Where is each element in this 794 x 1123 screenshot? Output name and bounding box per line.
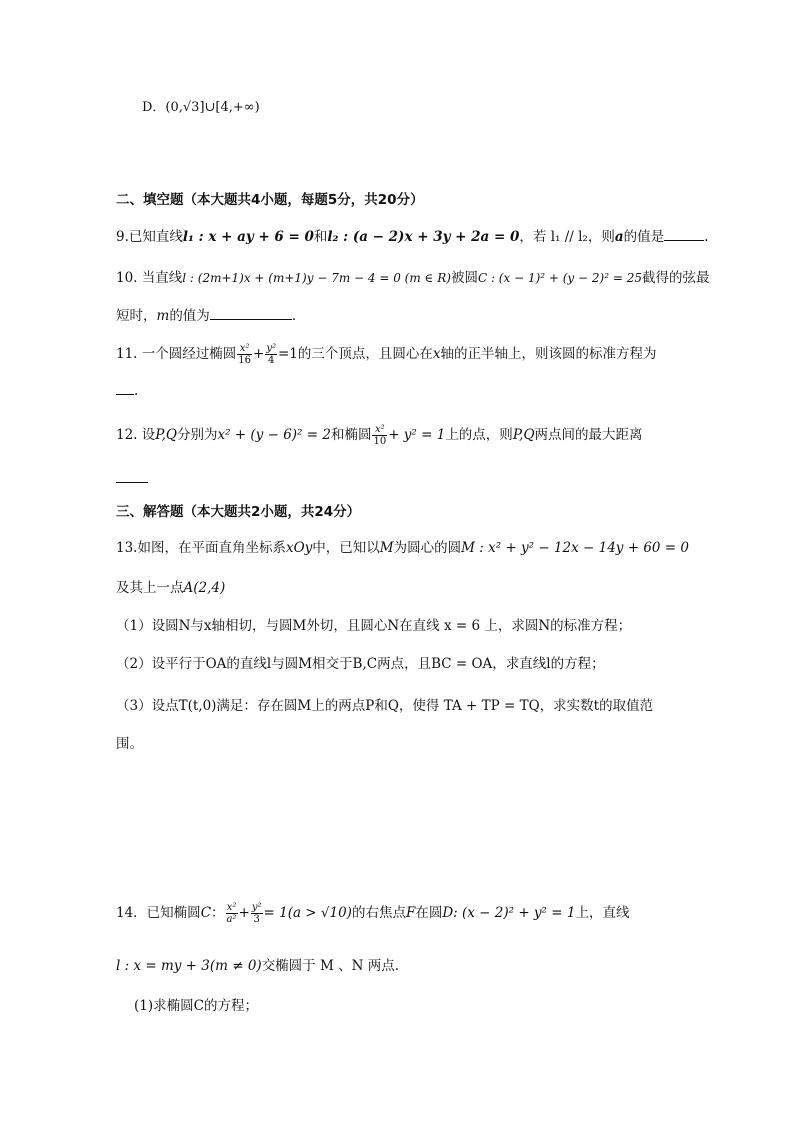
q11-end: . (134, 383, 139, 399)
q13-circle: M : x² + y² − 12x − 14y + 60 = 0 (461, 540, 689, 556)
question-9 (116, 226, 708, 247)
q9-l2: l₂ : (a − 2)x + 3y + 2a = 0 (327, 229, 520, 245)
q12-mid3: 上的点，则 (445, 427, 513, 443)
q14-part-1: (1)求椭圆C的方程； (134, 998, 258, 1014)
q12-frac-num: x² (372, 424, 387, 436)
answer-blank-9[interactable] (664, 226, 704, 241)
q9-cond: ，若 l₁ // l₂，则 (519, 229, 615, 245)
q10-line-eq: l : (2m+1)x + (m+1)y − 7m − 4 = 0 (m ∈ R) (182, 271, 451, 285)
q10-line2-prefix: 短时， (116, 308, 157, 324)
question-14-line-1 (116, 898, 629, 928)
q11-plus: + (253, 346, 265, 362)
q13-part-3-line-2: 围。 (116, 736, 143, 752)
q10-suffix: 截得的弦最 (641, 270, 710, 286)
q14-line-eq: l : x = my + 3(m ≠ 0) (116, 958, 262, 974)
q9-l1: l₁ : x + ay + 6 = 0 (182, 229, 314, 245)
q12-vars-2: P,Q (512, 427, 535, 443)
q11-prefix: 11. 一个圆经过椭圆 (116, 346, 237, 362)
q9-end: . (704, 229, 709, 245)
q11-suffix-2: 轴的正半轴上，则该圆的标准方程为 (440, 346, 657, 362)
q14-line2-suffix: 交椭圆于 M 、N 两点. (261, 958, 399, 974)
q10-prefix: 10. 当直线 (116, 270, 183, 286)
q13-prefix: 13.如图，在平面直角坐标系 (116, 540, 286, 556)
q14-prefix: 14．已知椭圆 (116, 905, 201, 921)
section-2-heading: 二、填空题（本大题共4小题，每题5分，共20分） (116, 192, 424, 208)
q13-mid2: 为圆心的圆 (393, 540, 462, 556)
answer-blank-10[interactable] (210, 305, 292, 320)
question-12-line-2 (116, 468, 148, 489)
q12-vars: P,Q (155, 427, 177, 443)
q13-coord: xOy (285, 540, 313, 556)
q12-frac-den: 10 (373, 436, 387, 447)
q9-suffix: 的值是 (623, 229, 665, 245)
q12-frac-tail: + y² = 1 (388, 427, 446, 443)
q13-M: M (379, 540, 394, 556)
q11-frac2-den: 4 (267, 355, 275, 366)
answer-blank-12[interactable] (116, 468, 148, 483)
q14-F: F (405, 905, 416, 921)
question-13-line-2 (116, 578, 225, 598)
q13-part-2: （2）设平行于OA的直线l与圆M相交于B,C两点，且BC = OA，求直线l的方程； (116, 656, 605, 672)
q10-line2-suffix: 的值为 (169, 308, 210, 324)
q14-suffix: 上，直线 (575, 905, 630, 921)
question-11-line-2 (116, 380, 138, 401)
q12-circle: x² + (y − 6)² = 2 (217, 427, 331, 443)
question-11-line-1 (116, 340, 657, 368)
q10-end: . (291, 308, 297, 324)
q12-suffix: 两点间的最大距离 (534, 427, 643, 443)
q14-mid2: 在圆 (415, 905, 443, 921)
q14-mid: 的右焦点 (351, 905, 406, 921)
q9-prefix: 9.已知直线 (116, 229, 183, 245)
q14-circle: D: (x − 2)² + y² = 1 (442, 905, 576, 921)
q11-frac2-num: y² (266, 343, 276, 354)
q14-C: C (200, 905, 212, 921)
q14-frac-2 (251, 902, 263, 925)
q11-frac1-num: x² (237, 343, 252, 355)
q14-colon: ： (211, 905, 225, 921)
q14-eq-tail: = 1(a > √10) (263, 905, 352, 921)
q13-part-1: （1）设圆N与x轴相切，与圆M外切，且圆心N在直线 x = 6 上，求圆N的标准方程； (116, 618, 632, 634)
q14-frac1-den: a² (226, 914, 237, 925)
q13-point-A: A(2,4) (183, 580, 226, 596)
question-12 (116, 420, 643, 450)
q10-circle: C : (x − 1)² + (y − 2)² = 25 (477, 271, 642, 285)
question-14-line-2 (116, 956, 399, 976)
q13-line2-prefix: 及其上一点 (116, 580, 184, 596)
option-d: D．(0,√3]∪[4,+∞) (142, 100, 260, 115)
q12-mid2: 和椭圆 (330, 427, 372, 443)
q12-mid1: 分别为 (176, 427, 218, 443)
q11-frac-1 (237, 343, 252, 366)
q11-frac-2 (265, 343, 277, 366)
q14-plus: + (238, 905, 250, 921)
q14-frac2-den: 3 (253, 914, 260, 925)
q13-part-3: （3）设点T(t,0)满足：存在圆M上的两点P和Q，使得 TA + TP = TQ，求实数t的取值范 (116, 698, 654, 714)
q12-frac (372, 424, 387, 447)
q11-frac1-den: 16 (238, 355, 251, 366)
q10-var-m: m (156, 308, 170, 324)
q11-eq: =1 (277, 346, 298, 362)
q12-prefix: 12. 设 (116, 427, 156, 443)
q14-frac-1 (226, 902, 238, 925)
question-10-line-1 (116, 268, 709, 288)
q9-var: a (614, 229, 624, 245)
q11-axis-var: x (432, 346, 441, 362)
q14-frac2-num: y² (251, 902, 262, 913)
question-10-line-2 (116, 305, 296, 326)
question-13-line-1 (116, 538, 689, 558)
q13-mid: 中，已知以 (312, 540, 380, 556)
q14-frac1-num: x² (226, 902, 237, 913)
q10-mid: 被圆 (450, 270, 478, 286)
q9-mid: 和 (313, 229, 328, 245)
q11-suffix: 的三个顶点，且圆心在 (297, 346, 433, 362)
answer-blank-11[interactable] (116, 380, 134, 395)
section-3-heading: 三、解答题（本大题共2小题，共24分） (116, 504, 361, 520)
